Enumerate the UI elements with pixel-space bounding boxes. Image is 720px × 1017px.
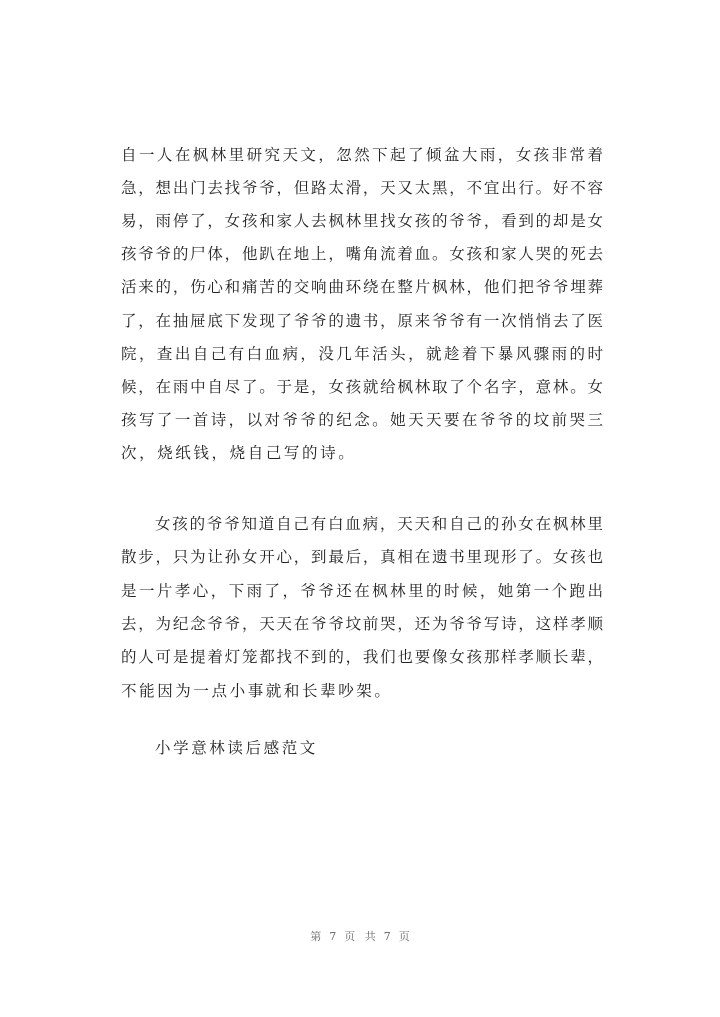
text-line: 是一片孝心，下雨了，爷爷还在枫林里的时候，她第一个跑出 (121, 582, 603, 600)
text-line: 自一人在枫林里研究天文，忽然下起了倾盆大雨，女孩非常着 (121, 146, 603, 164)
text-line: 次，烧纸钱，烧自己写的诗。 (121, 444, 357, 462)
text-line: 候，在雨中自尽了。于是，女孩就给枫林取了个名字，意林。女 (121, 378, 603, 396)
text-line: 活来的，伤心和痛苦的交响曲环绕在整片枫林，他们把爷爷埋葬 (121, 278, 603, 296)
page-current: 7 (329, 930, 337, 943)
footer-suffix: 页 (398, 930, 410, 943)
text-line: 院，查出自己有白血病，没几年活头，就趁着下暴风骤雨的时 (121, 345, 603, 363)
section-title: 小学意林读后感范文 (155, 739, 318, 757)
text-line: 易，雨停了，女孩和家人去枫林里找女孩的爷爷，看到的却是女 (121, 212, 603, 230)
text-line: 散步，只为让孙女开心，到最后，真相在遗书里现形了。女孩也 (121, 548, 603, 566)
text-line: 孩爷爷的尸体，他趴在地上，嘴角流着血。女孩和家人哭的死去 (121, 245, 603, 263)
text-line: 的人可是提着灯笼都找不到的，我们也要像女孩那样孝顺长辈， (121, 648, 603, 666)
page-footer (0, 928, 720, 944)
text-line: 孩写了一首诗，以对爷爷的纪念。她天天要在爷爷的坟前哭三 (121, 411, 603, 429)
page-total: 7 (383, 930, 391, 943)
text-line: 不能因为一点小事就和长辈吵架。 (121, 682, 393, 700)
text-line: 了，在抽屉底下发现了爷爷的遗书，原来爷爷有一次悄悄去了医 (121, 312, 603, 330)
footer-mid: 页 共 (344, 930, 376, 943)
footer-prefix: 第 (310, 930, 322, 943)
text-line: 女孩的爷爷知道自己有白血病，天天和自己的孙女在枫林里 (155, 515, 603, 533)
text-line: 去，为纪念爷爷，天天在爷爷坟前哭，还为爷爷写诗，这样孝顺 (121, 615, 603, 633)
text-line: 急，想出门去找爷爷，但路太滑，天又太黑，不宜出行。好不容 (121, 179, 603, 197)
